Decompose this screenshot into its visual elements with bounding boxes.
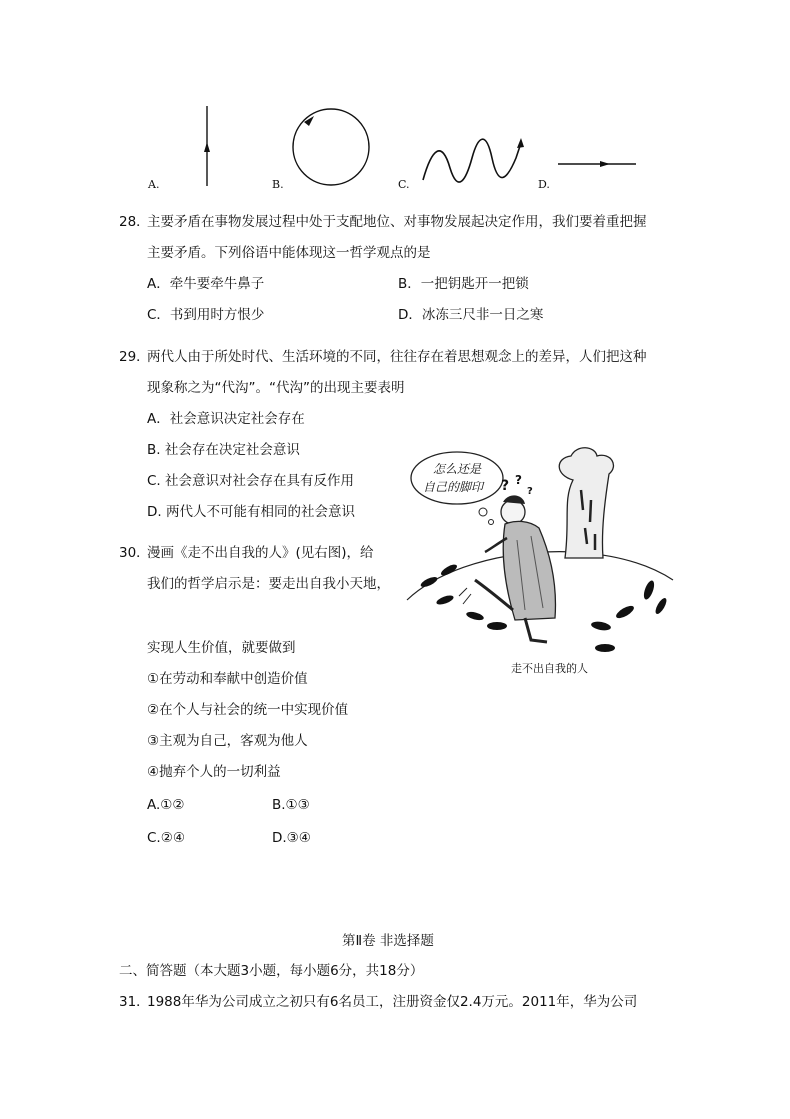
figure-b-circle-arrow	[290, 106, 372, 188]
q29-stem-line1: 两代人由于所处时代、生活环境的不同，往往存在着思想观念上的差异，人们把这种	[147, 349, 647, 365]
q28-number: 28．	[119, 214, 150, 230]
svg-text:?: ?	[515, 473, 522, 487]
cartoon-illustration	[405, 440, 675, 655]
svg-text:?: ?	[501, 478, 510, 494]
q29-option-a: A．社会意识决定社会存在	[147, 411, 305, 427]
q30-option-b: B.①③	[272, 797, 310, 813]
q31-number: 31．	[119, 994, 150, 1010]
part2-title: 第Ⅱ卷 非选择题	[342, 933, 434, 949]
figure-c-wave-arrow	[420, 128, 524, 190]
figure-a-vertical-arrow	[195, 104, 215, 188]
q29-number: 29．	[119, 349, 150, 365]
q30-number: 30．	[119, 545, 150, 561]
q30-option-a: A.①②	[147, 797, 185, 813]
q30-stem-line2: 我们的哲学启示是：要走出自我小天地，	[147, 576, 390, 592]
figure-c-label: C.	[398, 178, 410, 191]
q30-option-c: C.②④	[147, 830, 185, 846]
q30-item-4: ④抛弃个人的一切利益	[147, 764, 281, 780]
q28-option-a: A．牵牛要牵牛鼻子	[147, 276, 265, 292]
cartoon-bubble-line1: 怎么还是	[433, 462, 482, 476]
q29-option-b: B. 社会存在决定社会意识	[147, 442, 300, 458]
q29-option-c: C. 社会意识对社会存在具有反作用	[147, 473, 355, 489]
q30-item-1: ①在劳动和奉献中创造价值	[147, 671, 308, 687]
q31-text: 1988年华为公司成立之初只有6名员工，注册资金仅2.4万元。2011年，华为公司	[147, 994, 638, 1010]
q28-option-c: C．书到用时方恨少	[147, 307, 265, 323]
q29-stem-line2: 现象称之为“代沟”。“代沟”的出现主要表明	[147, 380, 405, 396]
q28-option-d: D．冰冻三尺非一日之寒	[398, 307, 544, 323]
q30-option-d: D.③④	[272, 830, 311, 846]
figure-d-horizontal-arrow	[556, 156, 638, 172]
figure-b-label: B.	[272, 178, 284, 191]
part2-section-heading: 二、简答题（本大题3小题，每小题6分，共18分）	[119, 963, 424, 979]
q30-stem-line3: 实现人生价值，就要做到	[147, 640, 296, 656]
cartoon-caption: 走不出自我的人	[511, 662, 588, 675]
q28-stem-line2: 主要矛盾。下列俗语中能体现这一哲学观点的是	[147, 245, 431, 261]
q28-stem-line1: 主要矛盾在事物发展过程中处于支配地位、对事物发展起决定作用，我们要着重把握	[147, 214, 647, 230]
figure-a-label: A.	[148, 178, 160, 191]
q28-option-b: B．一把钥匙开一把锁	[398, 276, 529, 292]
figure-d-label: D.	[538, 178, 550, 191]
cartoon-bubble-line2: 自己的脚印	[423, 480, 484, 494]
q29-option-d: D. 两代人不可能有相同的社会意识	[147, 504, 355, 520]
svg-text:?: ?	[527, 486, 533, 497]
q30-stem-line1: 漫画《走不出自我的人》(见右图)，给	[147, 545, 374, 561]
q30-item-3: ③主观为自己，客观为他人	[147, 733, 308, 749]
q30-item-2: ②在个人与社会的统一中实现价值	[147, 702, 349, 718]
